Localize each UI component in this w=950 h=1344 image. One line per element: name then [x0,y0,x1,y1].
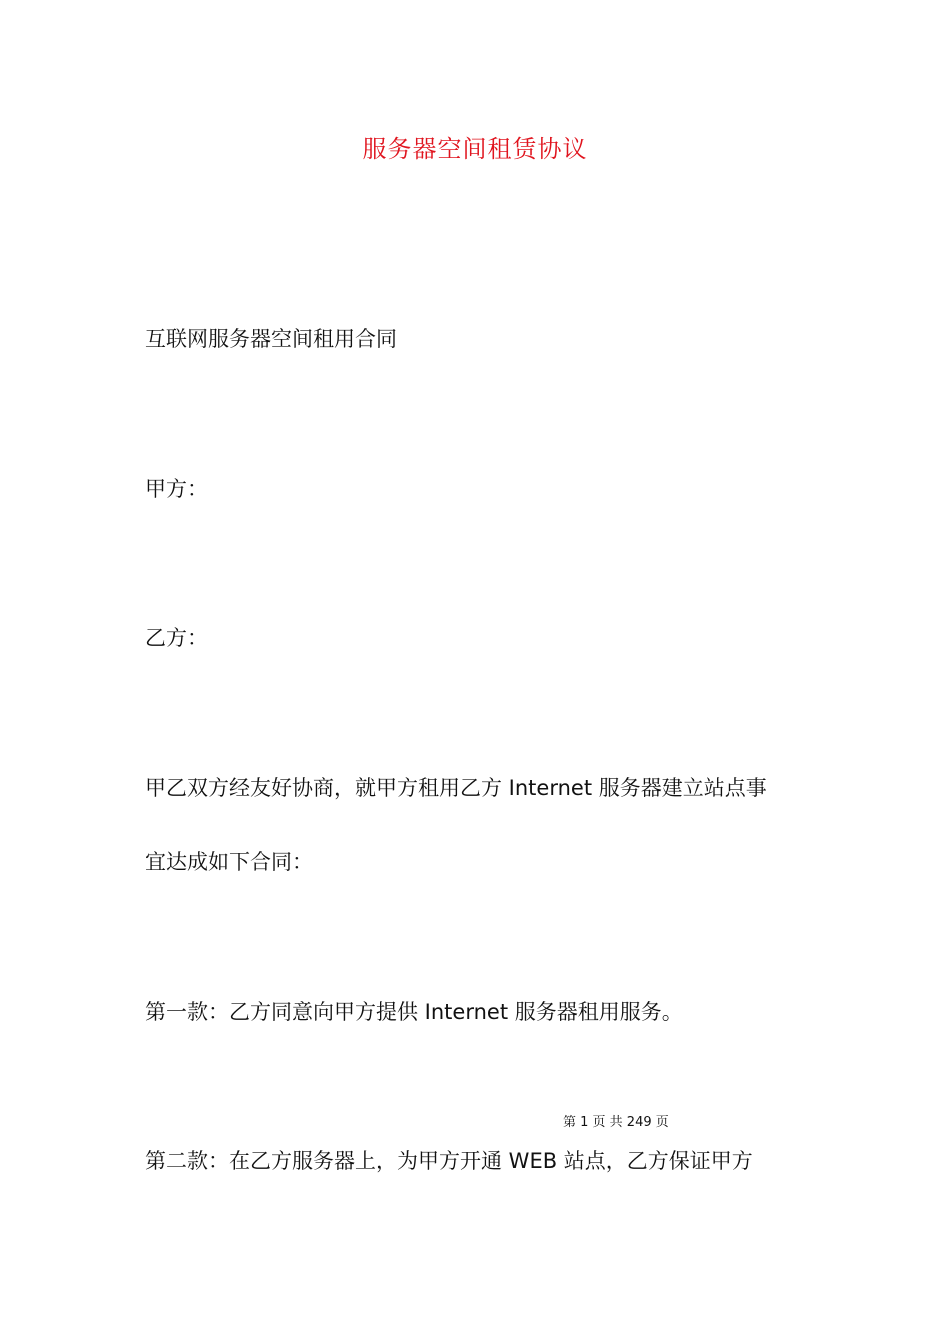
party-b-label: 乙方： [145,626,208,650]
preamble-line-1: 甲乙双方经友好协商，就甲方租用乙方 Internet 服务器建立站点事 [145,776,767,800]
party-a-label: 甲方： [145,477,208,501]
clause-1: 第一款：乙方同意向甲方提供 Internet 服务器租用服务。 [145,1000,683,1024]
document-title: 服务器空间租赁协议 [362,135,588,163]
preamble-line-2: 宜达成如下合同： [145,850,313,874]
clause-2-line-1: 第二款：在乙方服务器上，为甲方开通 WEB 站点，乙方保证甲方 [145,1149,753,1173]
contract-heading: 互联网服务器空间租用合同 [145,327,397,351]
page-number-footer: 第 1 页 共 249 页 [563,1115,669,1130]
